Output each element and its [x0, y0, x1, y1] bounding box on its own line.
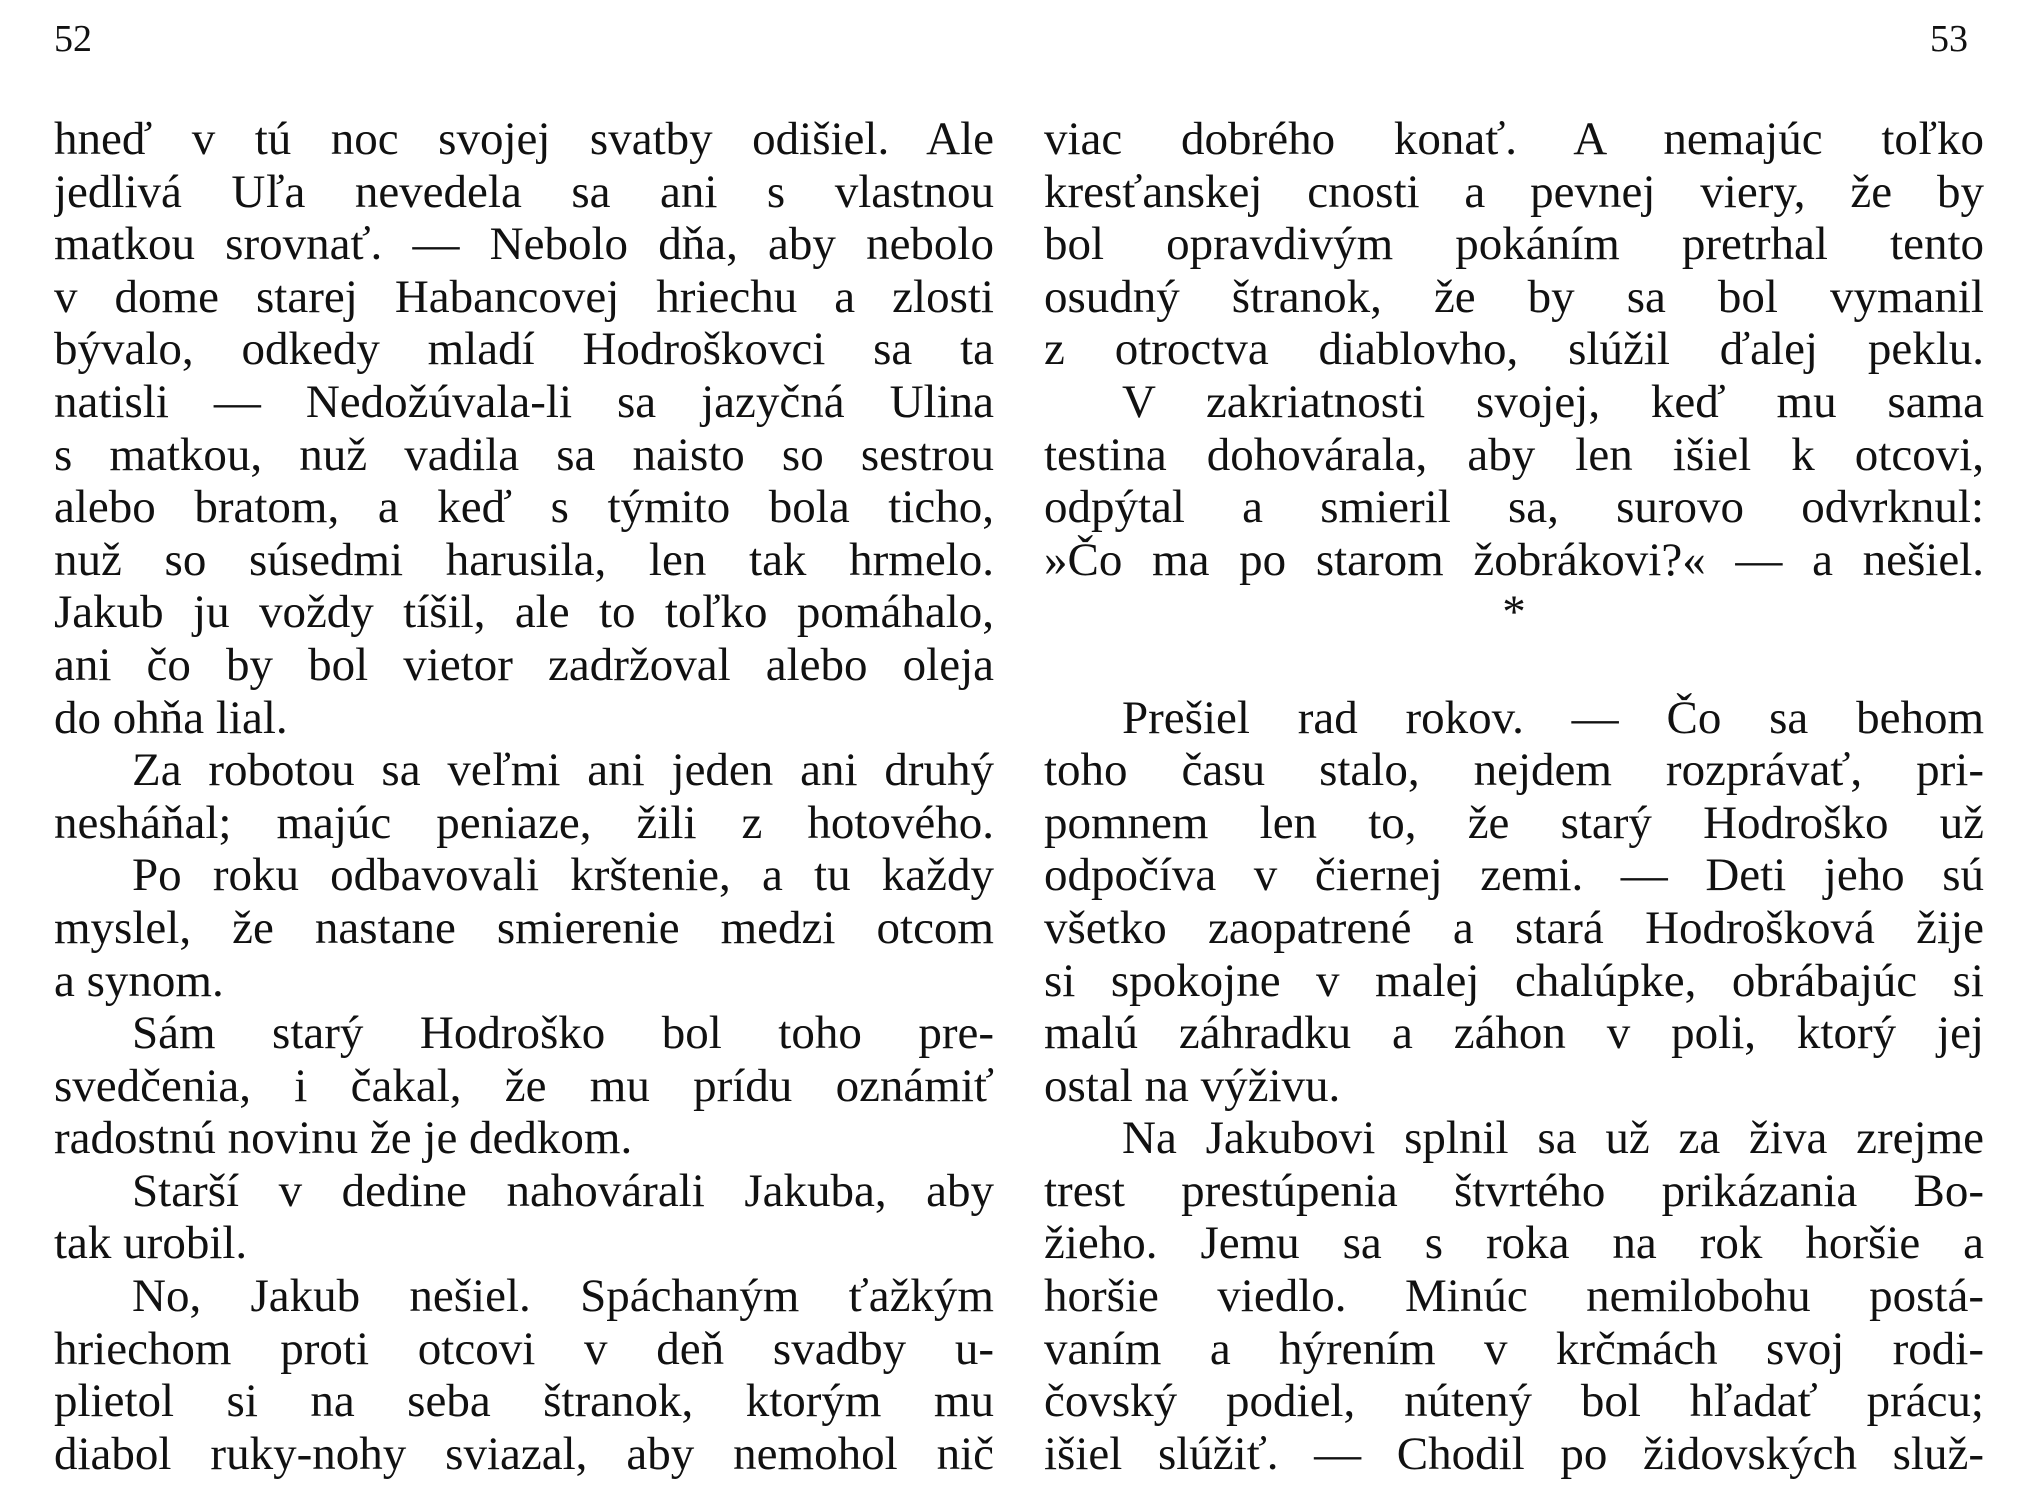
- text-line: toho času stalo, nejdem rozprávať, pri-: [1044, 744, 1984, 797]
- text-line: ani čo by bol vietor zadržoval alebo oleja: [54, 638, 994, 691]
- text-line: žieho. Jemu sa s roka na rok horšie a: [1044, 1217, 1984, 1270]
- text-line: nuž so súsedmi harusila, len tak hrmelo.: [54, 533, 994, 586]
- text-line: Za robotou sa veľmi ani jeden ani druhý: [132, 744, 994, 797]
- page-number: 53: [1930, 18, 1968, 60]
- text-line: išiel slúžiť. — Chodil po židovských služ-: [1044, 1427, 1984, 1480]
- text-line: svedčenia, i čakal, že mu prídu oznámiť: [54, 1059, 994, 1112]
- text-line: z otroctva diablovho, slúžil ďalej peklu.: [1044, 323, 1984, 376]
- text-line: V zakriatnosti svojej, keď mu sama: [1122, 375, 1984, 428]
- text-line: testina dohovárala, aby len išiel k otcovi,: [1044, 428, 1984, 481]
- text-line: Sám starý Hodroško bol toho pre-: [132, 1007, 994, 1060]
- text-line: hriechom proti otcovi v deň svadby u-: [54, 1322, 994, 1375]
- text-line: bývalo, odkedy mladí Hodroškovci sa ta: [54, 323, 994, 376]
- section-break-asterisk: *: [1502, 586, 1526, 639]
- text-line: odpýtal a smieril sa, surovo odvrknul:: [1044, 481, 1984, 534]
- text-line: jedlivá Uľa nevedela sa ani s vlastnou: [54, 165, 994, 218]
- text-line: viac dobrého konať. A nemajúc toľko: [1044, 113, 1984, 165]
- text-line: tak urobil.: [54, 1217, 248, 1270]
- text-line: všetko zaopatrené a stará Hodrošková žije: [1044, 901, 1984, 954]
- text-line: horšie viedlo. Minúc nemilobohu postá-: [1044, 1270, 1984, 1323]
- page-number: 52: [54, 18, 92, 60]
- text-line: alebo bratom, a keď s týmito bola ticho,: [54, 481, 994, 534]
- text-column: [1044, 113, 1984, 1480]
- text-line: si spokojne v malej chalúpke, obrábajúc si: [1044, 954, 1984, 1007]
- text-line: malú záhradku a záhon v poli, ktorý jej: [1044, 1007, 1984, 1060]
- text-line: trest prestúpenia štvrtého prikázania Bo-: [1044, 1164, 1984, 1217]
- text-line: vaním a hýrením v krčmách svoj rodi-: [1044, 1322, 1984, 1375]
- text-line: »Čo ma po starom žobrákovi?« — a nešiel.: [1044, 533, 1984, 586]
- text-line: s matkou, nuž vadila sa naisto so sestrou: [54, 428, 994, 481]
- text-line: No, Jakub nešiel. Spáchaným ťažkým: [132, 1270, 994, 1323]
- text-line: pomnem len to, že starý Hodroško už: [1044, 796, 1984, 849]
- text-line: ostal na výživu.: [1044, 1059, 1341, 1112]
- text-line: plietol si na seba štranok, ktorým mu: [54, 1375, 994, 1428]
- text-line: hneď v tú noc svojej svatby odišiel. Ale: [54, 113, 994, 165]
- text-line: a synom.: [54, 954, 224, 1007]
- text-line: bol opravdivým pokáním pretrhal tento: [1044, 218, 1984, 271]
- text-line: osudný štranok, že by sa bol vymanil: [1044, 270, 1984, 323]
- text-line: diabol ruky-nohy sviazal, aby nemohol nič: [54, 1427, 994, 1480]
- text-line: radostnú novinu že je dedkom.: [54, 1112, 633, 1165]
- text-line: Prešiel rad rokov. — Čo sa behom: [1122, 691, 1984, 744]
- text-line: do ohňa lial.: [54, 691, 288, 744]
- text-line: natisli — Nedožúvala-li sa jazyčná Ulina: [54, 375, 994, 428]
- blank-line: [1044, 639, 1984, 692]
- text-line: kresťanskej cnosti a pevnej viery, že by: [1044, 165, 1984, 218]
- text-line: myslel, že nastane smierenie medzi otcom: [54, 901, 994, 954]
- text-line: v dome starej Habancovej hriechu a zlosti: [54, 270, 994, 323]
- text-line: nesháňal; majúc peniaze, žili z hotového.: [54, 796, 994, 849]
- text-line: Po roku odbavovali krštenie, a tu každy: [132, 849, 994, 902]
- text-line: matkou srovnať. — Nebolo dňa, aby nebolo: [54, 218, 994, 271]
- text-column: [54, 113, 994, 1480]
- text-line: čovský podiel, nútený bol hľadať prácu;: [1044, 1375, 1984, 1428]
- text-line: Na Jakubovi splnil sa už za živa zrejme: [1122, 1112, 1984, 1165]
- text-line: Jakub ju voždy tíšil, ale to toľko pomáhalo,: [54, 586, 994, 639]
- text-line: odpočíva v čiernej zemi. — Deti jeho sú: [1044, 849, 1984, 902]
- text-line: Starší v dedine nahovárali Jakuba, aby: [132, 1164, 994, 1217]
